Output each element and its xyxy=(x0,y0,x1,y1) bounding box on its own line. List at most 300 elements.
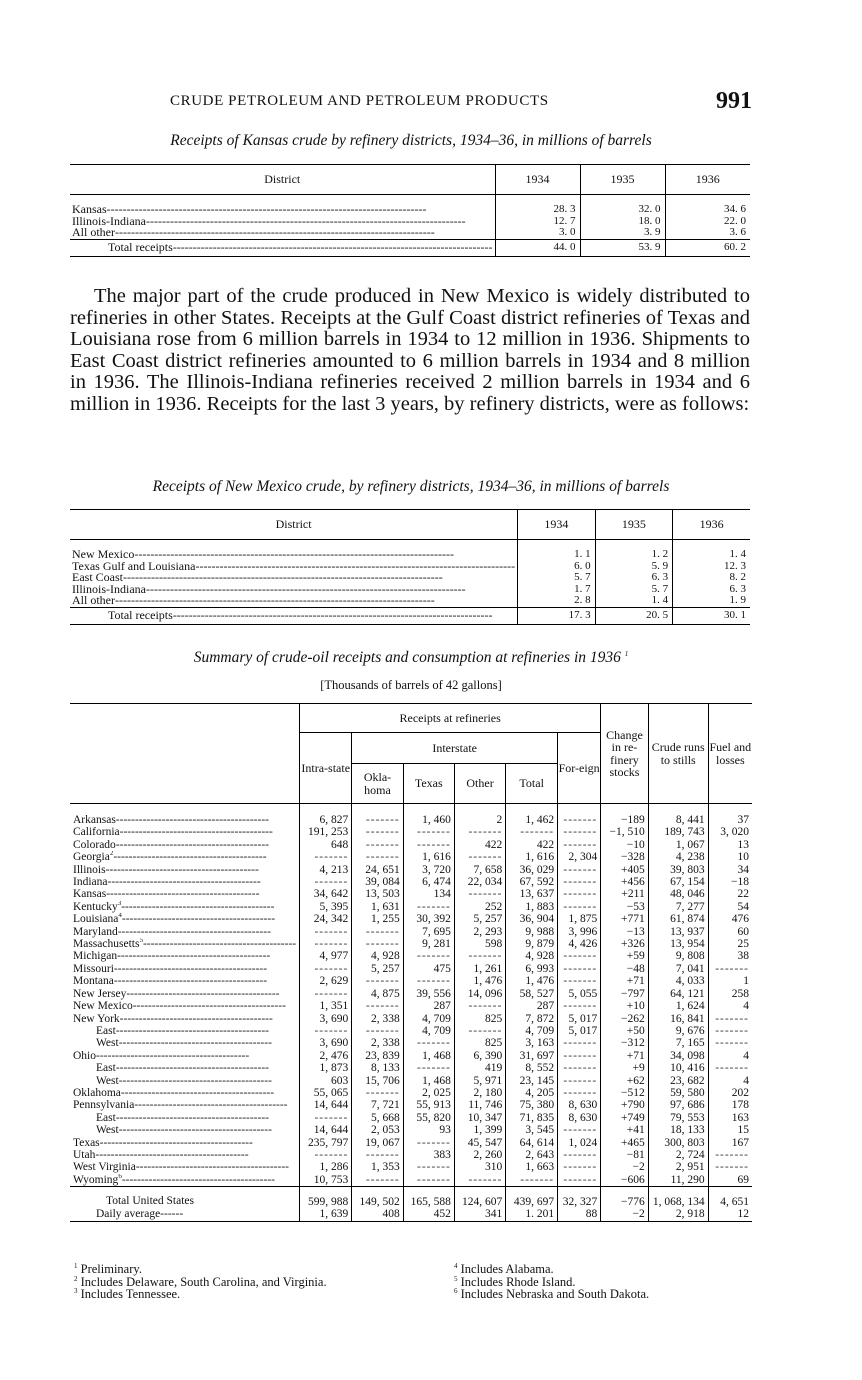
empty-cell: ------- xyxy=(403,839,454,851)
leader-dots: ---------------------------------------- xyxy=(117,950,271,963)
value-cell: +405 xyxy=(601,864,649,876)
value-cell: 4, 928 xyxy=(352,950,403,962)
value-cell: 1, 624 xyxy=(648,1000,708,1012)
value-cell: 79, 553 xyxy=(648,1112,708,1124)
value-cell: 8. 2 xyxy=(673,572,750,584)
table1-total-row xyxy=(70,239,750,256)
daily-value: 1. 201 xyxy=(506,1208,558,1221)
value-cell: 5, 257 xyxy=(454,913,505,925)
value-cell: 5, 395 xyxy=(300,901,352,913)
footnote-number: 1 xyxy=(74,1261,78,1270)
empty-cell: ------- xyxy=(558,1161,601,1173)
value-cell: 9, 281 xyxy=(403,938,454,950)
value-cell: −797 xyxy=(601,988,649,1000)
value-cell: +326 xyxy=(601,938,649,950)
value-cell: 2. 8 xyxy=(518,595,595,607)
state-name: West xyxy=(96,1124,119,1137)
leader-dots: ---------------------------------------- xyxy=(126,987,280,1000)
value-cell: 4, 205 xyxy=(506,1087,558,1099)
value-cell: 5. 9 xyxy=(595,561,672,573)
leader-dots: ---------------------------------------- xyxy=(118,1074,272,1087)
value-cell: 2, 304 xyxy=(558,851,601,863)
state-name: Wyoming xyxy=(73,1173,119,1186)
leader-dots: ---------------------------------------- xyxy=(113,962,268,975)
empty-cell: ------- xyxy=(506,826,558,838)
value-cell: 14, 644 xyxy=(300,1099,352,1111)
value-cell: 4, 875 xyxy=(352,988,403,1000)
value-cell: 11, 290 xyxy=(648,1174,708,1187)
value-cell: 54 xyxy=(708,901,752,913)
empty-cell: ------- xyxy=(454,888,505,900)
empty-cell: ------- xyxy=(352,826,403,838)
value-cell: 1, 261 xyxy=(454,963,505,975)
value-cell: 1, 468 xyxy=(403,1075,454,1087)
body-paragraph: The major part of the crude produced in New Mexico is widely distributed to refineries in other States. Receipts at the Gulf Coast district refineries of Texas and Louisiana rose from 6 million barrels in 1934 to 12 million in 1936. Shipments to East Coast district refineries amounted to 6 million barrels in 1934 and 8 million in 1936. The Illinois-Indiana refineries received 2 million barrels in 1934 and 6 million in 1936. Receipts for the last 3 years, by refinery districts, were as follows: xyxy=(70,285,750,415)
value-cell: 34, 642 xyxy=(300,888,352,900)
value-cell: +211 xyxy=(601,888,649,900)
table-row xyxy=(70,1062,752,1074)
header-oklahoma: Okla-homa xyxy=(352,764,403,804)
table2-row xyxy=(70,540,750,561)
state-name: West xyxy=(96,1074,119,1087)
empty-cell: ------- xyxy=(558,1075,601,1087)
empty-cell: ------- xyxy=(708,1161,752,1173)
value-cell: 7, 695 xyxy=(403,926,454,938)
empty-cell: ------- xyxy=(352,975,403,987)
value-cell: 69 xyxy=(708,1174,752,1187)
header-foreign: For-eign xyxy=(558,733,601,804)
value-cell: 1, 883 xyxy=(506,901,558,913)
value-cell: 7, 721 xyxy=(352,1099,403,1111)
footnote-text: Includes Delaware, South Carolina, and Virginia. xyxy=(80,1274,327,1289)
value-cell: 67, 592 xyxy=(506,876,558,888)
value-cell: 2, 951 xyxy=(648,1161,708,1173)
value-cell: 1, 616 xyxy=(506,851,558,863)
leader-dots: ---------------------------------------- xyxy=(113,975,268,988)
value-cell: 6. 3 xyxy=(673,584,750,596)
table-row xyxy=(70,804,752,827)
value-cell: 7, 872 xyxy=(506,1013,558,1025)
value-cell: 235, 797 xyxy=(300,1137,352,1149)
value-cell: 1, 286 xyxy=(300,1161,352,1173)
value-cell: 7, 277 xyxy=(648,901,708,913)
total-value: 149, 502 xyxy=(352,1187,403,1209)
table-row xyxy=(70,1050,752,1062)
value-cell: 64, 614 xyxy=(506,1137,558,1149)
empty-cell: ------- xyxy=(558,963,601,975)
value-cell: 34. 6 xyxy=(665,195,750,216)
table-row xyxy=(70,950,752,962)
value-cell: 202 xyxy=(708,1087,752,1099)
footnote-ref: 4 xyxy=(118,913,122,920)
state-name: Illinois xyxy=(73,863,106,876)
header-other: Other xyxy=(454,764,505,804)
daily-value: 341 xyxy=(454,1208,505,1221)
table-row xyxy=(70,988,752,1000)
leader-dots: ---------------------------------------- xyxy=(105,863,259,876)
value-cell: 1, 476 xyxy=(506,975,558,987)
table2-header-1: 1934 xyxy=(518,510,595,540)
leader-dots: ---------------------------------------- xyxy=(115,1111,269,1124)
table-row xyxy=(70,1025,752,1037)
leader-dots: ---------------------------------------- xyxy=(113,851,267,864)
value-cell: 3. 6 xyxy=(665,227,750,239)
value-cell: 6, 474 xyxy=(403,876,454,888)
value-cell: −512 xyxy=(601,1087,649,1099)
running-head xyxy=(70,90,752,114)
value-cell: 55, 913 xyxy=(403,1099,454,1111)
table2-caption: Receipts of New Mexico crude, by refinery districts, 1934–36, in millions of barrels xyxy=(152,478,670,495)
table-row xyxy=(70,1075,752,1087)
value-cell: 4, 033 xyxy=(648,975,708,987)
total-value: 30. 1 xyxy=(673,607,750,624)
value-cell: 5, 017 xyxy=(558,1025,601,1037)
value-cell: 422 xyxy=(506,839,558,851)
value-cell: 4, 709 xyxy=(403,1025,454,1037)
total-label: Total receipts xyxy=(108,608,173,623)
footnote xyxy=(74,1288,327,1301)
value-cell: 1 xyxy=(708,975,752,987)
table-row xyxy=(70,926,752,938)
table-row xyxy=(70,963,752,975)
empty-cell: ------- xyxy=(454,950,505,962)
table-row xyxy=(70,938,752,950)
empty-cell: ------- xyxy=(403,950,454,962)
page-number: 991 xyxy=(716,88,752,114)
total-value: 124, 607 xyxy=(454,1187,505,1209)
total-value: 20. 5 xyxy=(595,607,672,624)
leader-dots: ---------------------------------------- xyxy=(117,925,271,938)
value-cell: −1, 510 xyxy=(601,826,649,838)
value-cell: 8, 441 xyxy=(648,804,708,827)
value-cell: 1. 1 xyxy=(518,540,595,561)
empty-cell: ------- xyxy=(708,1013,752,1025)
daily-value: 88 xyxy=(558,1208,601,1221)
leader-dots: ---------------------------------------- xyxy=(99,1136,253,1149)
table2-row xyxy=(70,561,750,573)
value-cell: −53 xyxy=(601,901,649,913)
table-row xyxy=(70,1099,752,1111)
leader-dots: -------------------------------------------------------------------------------- xyxy=(172,239,493,254)
leader-dots: ---------------------------------------- xyxy=(120,1086,275,1099)
leader-dots: ---------------------------------------- xyxy=(115,1062,269,1075)
leader-dots: ---------------------------------------- xyxy=(119,826,273,839)
total-value: 599, 988 xyxy=(300,1187,352,1209)
value-cell: 30, 392 xyxy=(403,913,454,925)
table-row xyxy=(70,839,752,851)
state-name: Arkansas xyxy=(73,814,116,826)
daily-value: 452 xyxy=(403,1208,454,1221)
table-row xyxy=(70,876,752,888)
footnote-number: 2 xyxy=(74,1274,78,1283)
leader-dots: -------------------------------------------------------------------------------- xyxy=(106,202,427,216)
footnote-ref: 6 xyxy=(118,1173,122,1180)
leader-dots: -------------------------------------------------------------------------------- xyxy=(115,227,435,240)
state-name: Missouri xyxy=(73,962,114,975)
district-name: Illinois-Indiana xyxy=(72,215,146,228)
district-name: Kansas xyxy=(72,202,107,216)
value-cell: 37 xyxy=(708,804,752,827)
value-cell: +71 xyxy=(601,975,649,987)
value-cell: 258 xyxy=(708,988,752,1000)
value-cell: 2, 025 xyxy=(403,1087,454,1099)
daily-label: Daily average------ xyxy=(70,1208,300,1221)
header-fuel: Fuel and losses xyxy=(708,704,752,804)
empty-cell: ------- xyxy=(454,1025,505,1037)
value-cell: 1, 663 xyxy=(506,1161,558,1173)
value-cell: 28. 3 xyxy=(495,195,580,216)
total-value: 44. 0 xyxy=(495,239,580,256)
state-name: Ohio xyxy=(73,1049,96,1062)
total-value: 1, 068, 134 xyxy=(648,1187,708,1209)
leader-dots: ---------------------------------------- xyxy=(132,1000,286,1013)
value-cell: +9 xyxy=(601,1062,649,1074)
value-cell: 191, 253 xyxy=(300,826,352,838)
value-cell: 19, 067 xyxy=(352,1137,403,1149)
state-name: Indiana xyxy=(73,876,108,889)
value-cell: 36, 904 xyxy=(506,913,558,925)
value-cell: 252 xyxy=(454,901,505,913)
empty-cell: ------- xyxy=(558,1000,601,1012)
value-cell: 4, 213 xyxy=(300,864,352,876)
value-cell: 2, 338 xyxy=(352,1037,403,1049)
table2-header-3: 1936 xyxy=(673,510,750,540)
value-cell: 825 xyxy=(454,1037,505,1049)
empty-cell: ------- xyxy=(403,1062,454,1074)
value-cell: 2, 476 xyxy=(300,1050,352,1062)
table2-row xyxy=(70,572,750,584)
value-cell: 310 xyxy=(454,1161,505,1173)
value-cell: 3, 690 xyxy=(300,1037,352,1049)
value-cell: 2, 724 xyxy=(648,1149,708,1161)
value-cell: +41 xyxy=(601,1124,649,1136)
state-name: East xyxy=(96,1062,116,1075)
value-cell: 25 xyxy=(708,938,752,950)
empty-cell: ------- xyxy=(708,1062,752,1074)
empty-cell: ------- xyxy=(300,1112,352,1124)
total-label: Total receipts xyxy=(108,239,173,254)
footnote-number: 5 xyxy=(454,1274,458,1283)
value-cell: 4, 426 xyxy=(558,938,601,950)
value-cell: 55, 820 xyxy=(403,1112,454,1124)
value-cell: 24, 342 xyxy=(300,913,352,925)
state-name: Colorado xyxy=(73,838,116,851)
total-value: 17. 3 xyxy=(518,607,595,624)
empty-cell: ------- xyxy=(558,1087,601,1099)
value-cell: 1, 631 xyxy=(352,901,403,913)
empty-cell: ------- xyxy=(558,826,601,838)
table-row xyxy=(70,975,752,987)
empty-cell: ------- xyxy=(352,804,403,827)
state-name: New York xyxy=(73,1012,120,1025)
value-cell: 603 xyxy=(300,1075,352,1087)
value-cell: 48, 046 xyxy=(648,888,708,900)
leader-dots: ---------------------------------------- xyxy=(121,900,275,913)
total-value: 60. 2 xyxy=(665,239,750,256)
empty-cell: ------- xyxy=(300,926,352,938)
district-name: New Mexico xyxy=(72,547,135,561)
value-cell: 10, 753 xyxy=(300,1174,352,1187)
value-cell: 13 xyxy=(708,839,752,851)
value-cell: 6, 827 xyxy=(300,804,352,827)
table2-row xyxy=(70,595,750,607)
value-cell: 3, 020 xyxy=(708,826,752,838)
value-cell: 1. 2 xyxy=(595,540,672,561)
header-interstate: Interstate xyxy=(352,733,558,764)
value-cell: 55, 065 xyxy=(300,1087,352,1099)
state-name: Montana xyxy=(73,975,114,988)
table-row xyxy=(70,1137,752,1149)
value-cell: 287 xyxy=(403,1000,454,1012)
state-name: Kentucky xyxy=(73,900,118,913)
district-name: Texas Gulf and Louisiana xyxy=(72,560,196,573)
value-cell: 2 xyxy=(454,804,505,827)
leader-dots: -------------------------------------------------------------------------------- xyxy=(115,595,435,608)
value-cell: 3, 690 xyxy=(300,1013,352,1025)
total-value: 439, 697 xyxy=(506,1187,558,1209)
value-cell: 39, 803 xyxy=(648,864,708,876)
value-cell: 1. 4 xyxy=(595,595,672,607)
value-cell: 3, 545 xyxy=(506,1124,558,1136)
value-cell: +50 xyxy=(601,1025,649,1037)
new-mexico-receipts-table xyxy=(70,509,750,625)
daily-value: 12 xyxy=(708,1208,752,1221)
empty-cell: ------- xyxy=(558,804,601,827)
table1-header-1: 1934 xyxy=(495,165,580,195)
value-cell: −262 xyxy=(601,1013,649,1025)
empty-cell: ------- xyxy=(708,963,752,975)
header-texas: Texas xyxy=(403,764,454,804)
empty-cell: ------- xyxy=(708,1149,752,1161)
empty-cell: ------- xyxy=(454,826,505,838)
value-cell: 11, 746 xyxy=(454,1099,505,1111)
footnote-text: Includes Rhode Island. xyxy=(460,1274,576,1289)
value-cell: 22 xyxy=(708,888,752,900)
value-cell: 1, 476 xyxy=(454,975,505,987)
header-total: Total xyxy=(506,764,558,804)
value-cell: 9, 676 xyxy=(648,1025,708,1037)
value-cell: 6, 993 xyxy=(506,963,558,975)
state-name: Louisiana xyxy=(73,913,119,926)
value-cell: 598 xyxy=(454,938,505,950)
empty-cell: ------- xyxy=(403,901,454,913)
header-crude-runs: Crude runs to stills xyxy=(648,704,708,804)
value-cell: 178 xyxy=(708,1099,752,1111)
empty-cell: ------- xyxy=(558,1124,601,1136)
value-cell: 3, 163 xyxy=(506,1037,558,1049)
empty-cell: ------- xyxy=(300,851,352,863)
footnote-number: 3 xyxy=(74,1287,78,1296)
value-cell: 300, 803 xyxy=(648,1137,708,1149)
state-name: Georgia xyxy=(73,851,110,864)
district-name: Illinois-Indiana xyxy=(72,583,146,596)
state-name: Maryland xyxy=(73,925,118,938)
table-row xyxy=(70,851,752,863)
value-cell: 8, 552 xyxy=(506,1062,558,1074)
value-cell: 163 xyxy=(708,1112,752,1124)
value-cell: 45, 547 xyxy=(454,1137,505,1149)
empty-cell: ------- xyxy=(300,963,352,975)
value-cell: −81 xyxy=(601,1149,649,1161)
district-name: All other xyxy=(72,227,115,240)
header-change: Change in re-finery stocks xyxy=(601,704,649,804)
value-cell: 5, 055 xyxy=(558,988,601,1000)
value-cell: 8, 630 xyxy=(558,1112,601,1124)
value-cell: 61, 874 xyxy=(648,913,708,925)
state-name: New Mexico xyxy=(73,1000,133,1013)
value-cell: 13, 937 xyxy=(648,926,708,938)
value-cell: 67, 154 xyxy=(648,876,708,888)
value-cell: +456 xyxy=(601,876,649,888)
state-name: East xyxy=(96,1024,116,1037)
leader-dots: ---------------------------------------- xyxy=(134,1099,288,1112)
value-cell: 31, 697 xyxy=(506,1050,558,1062)
empty-cell: ------- xyxy=(558,1149,601,1161)
empty-cell: ------- xyxy=(558,864,601,876)
table-row xyxy=(70,1000,752,1012)
footnote-ref: 3 xyxy=(117,900,122,908)
value-cell: 4 xyxy=(708,1050,752,1062)
value-cell: 7, 041 xyxy=(648,963,708,975)
leader-dots: -------------------------------------------------------------------------------- xyxy=(134,547,455,561)
value-cell: 3, 996 xyxy=(558,926,601,938)
leader-dots: -------------------------------------------------------------------------------- xyxy=(123,572,443,584)
table3-caption: Summary of crude-oil receipts and consumption at refineries in 1936 $^1$ xyxy=(193,649,629,666)
total-row xyxy=(70,1187,752,1209)
value-cell: 71, 835 xyxy=(506,1112,558,1124)
value-cell: 3. 9 xyxy=(580,227,665,239)
value-cell: 825 xyxy=(454,1013,505,1025)
value-cell: 60 xyxy=(708,926,752,938)
value-cell: 58, 527 xyxy=(506,988,558,1000)
table2-total-row xyxy=(70,607,750,624)
value-cell: 287 xyxy=(506,1000,558,1012)
value-cell: 97, 686 xyxy=(648,1099,708,1111)
leader-dots: ---------------------------------------- xyxy=(118,1037,272,1050)
value-cell: 9, 988 xyxy=(506,926,558,938)
state-name: California xyxy=(73,826,120,839)
empty-cell: ------- xyxy=(352,1149,403,1161)
value-cell: 32. 0 xyxy=(580,195,665,216)
daily-value: 408 xyxy=(352,1208,403,1221)
header-state xyxy=(70,704,300,804)
value-cell: 13, 954 xyxy=(648,938,708,950)
value-cell: 5, 017 xyxy=(558,1013,601,1025)
value-cell: 8, 630 xyxy=(558,1099,601,1111)
value-cell: 189, 743 xyxy=(648,826,708,838)
value-cell: 167 xyxy=(708,1137,752,1149)
footnote-text: Includes Tennessee. xyxy=(80,1287,181,1302)
value-cell: 24, 651 xyxy=(352,864,403,876)
value-cell: 12. 3 xyxy=(673,561,750,573)
value-cell: 7, 165 xyxy=(648,1037,708,1049)
value-cell: −10 xyxy=(601,839,649,851)
footnote-ref: 2 xyxy=(109,851,114,858)
total-value: 4, 651 xyxy=(708,1187,752,1209)
empty-cell: ------- xyxy=(558,901,601,913)
total-value: 32, 327 xyxy=(558,1187,601,1209)
value-cell: 4, 977 xyxy=(300,950,352,962)
leader-dots: ---------------------------------------- xyxy=(115,1024,269,1037)
table2-header-0: District xyxy=(70,510,518,540)
table-row xyxy=(70,1037,752,1049)
value-cell: 383 xyxy=(403,1149,454,1161)
empty-cell: ------- xyxy=(454,1174,505,1187)
value-cell: 1, 067 xyxy=(648,839,708,851)
daily-value: −2 xyxy=(601,1208,649,1221)
leader-dots: ---------------------------------------- xyxy=(95,1148,249,1161)
value-cell: +771 xyxy=(601,913,649,925)
